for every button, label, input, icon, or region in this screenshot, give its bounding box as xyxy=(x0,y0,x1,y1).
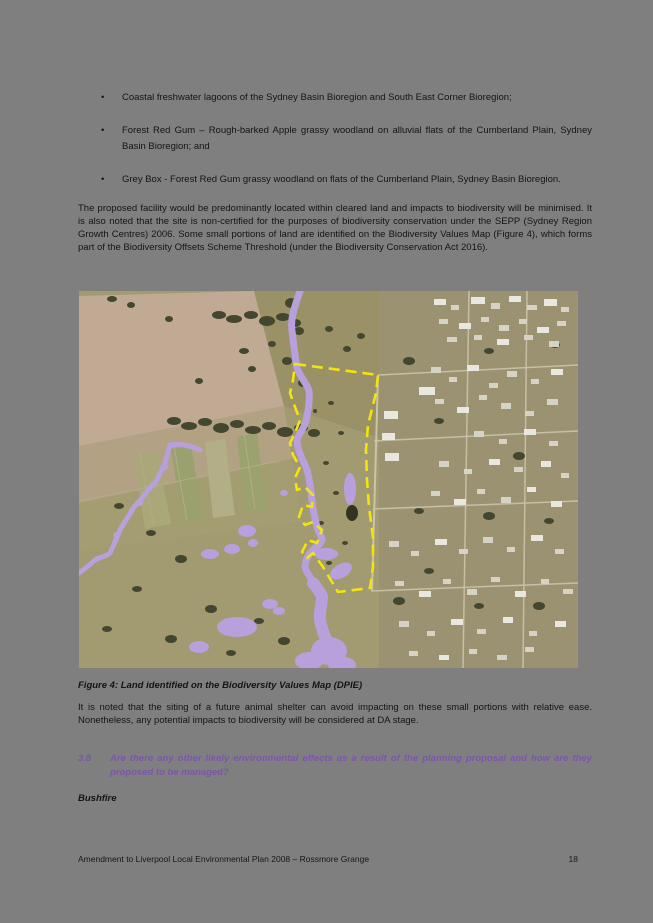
figure-4-map xyxy=(79,291,578,668)
farm-dam xyxy=(346,505,358,521)
footer-page-number: 18 xyxy=(568,854,578,864)
question-text: Are there any other likely environmental effects as a result of the planning proposal and how are they proposed to be managed? xyxy=(110,753,592,778)
bullet-glyph: • xyxy=(101,92,105,103)
biodiversity-values-map xyxy=(79,291,578,668)
bullet-glyph: • xyxy=(101,124,105,136)
question-number: 3.8 xyxy=(78,753,92,764)
bullet-item xyxy=(78,90,592,107)
bullet-text: Forest Red Gum – Rough-barked Apple grassy woodland on alluvial flats of the Cumberland Plain, Sydney Basin Bioregion; and xyxy=(122,124,592,152)
subheading-bushfire: Bushfire xyxy=(78,793,117,804)
footer-document-title: Amendment to Liverpool Local Environmental Plan 2008 – Rossmore Grange xyxy=(78,854,370,864)
paragraph-biodiversity: The proposed facility would be predominantly located within cleared land and impacts to biodiversity will be minimised. It is also noted that the site is non-certified for the purposes of biodiversity conservation under the SEPP (Sydney Region Growth Centres) 2006. Some small portions of land are identified on the Biodiversity Values Map (Figure 4), which forms part of the Biodiversity Offsets Scheme Threshold (under the Biodiversity Conservation Act 2016). xyxy=(78,203,592,253)
aerial-terrain xyxy=(79,291,578,668)
figure-caption: Figure 4: Land identified on the Biodiversity Values Map (DPIE) xyxy=(78,680,363,691)
bullet-item xyxy=(78,123,592,156)
bullet-list xyxy=(78,90,592,204)
bullet-text: Grey Box - Forest Red Gum grassy woodland on flats of the Cumberland Plain, Sydney Basin Bioregion. xyxy=(122,173,561,185)
paragraph-animal-shelter: It is noted that the siting of a future animal shelter can avoid impacting on these small portions with relative ease. Nonetheless, any potential impacts to biodiversity will be considered at DA stage. xyxy=(78,702,592,726)
bullet-item xyxy=(78,172,592,189)
question-heading xyxy=(78,752,592,780)
page-footer xyxy=(78,854,578,864)
bullet-glyph: • xyxy=(101,173,105,185)
bullet-text: Coastal freshwater lagoons of the Sydney Basin Bioregion and South East Corner Bioregion; xyxy=(122,92,512,103)
